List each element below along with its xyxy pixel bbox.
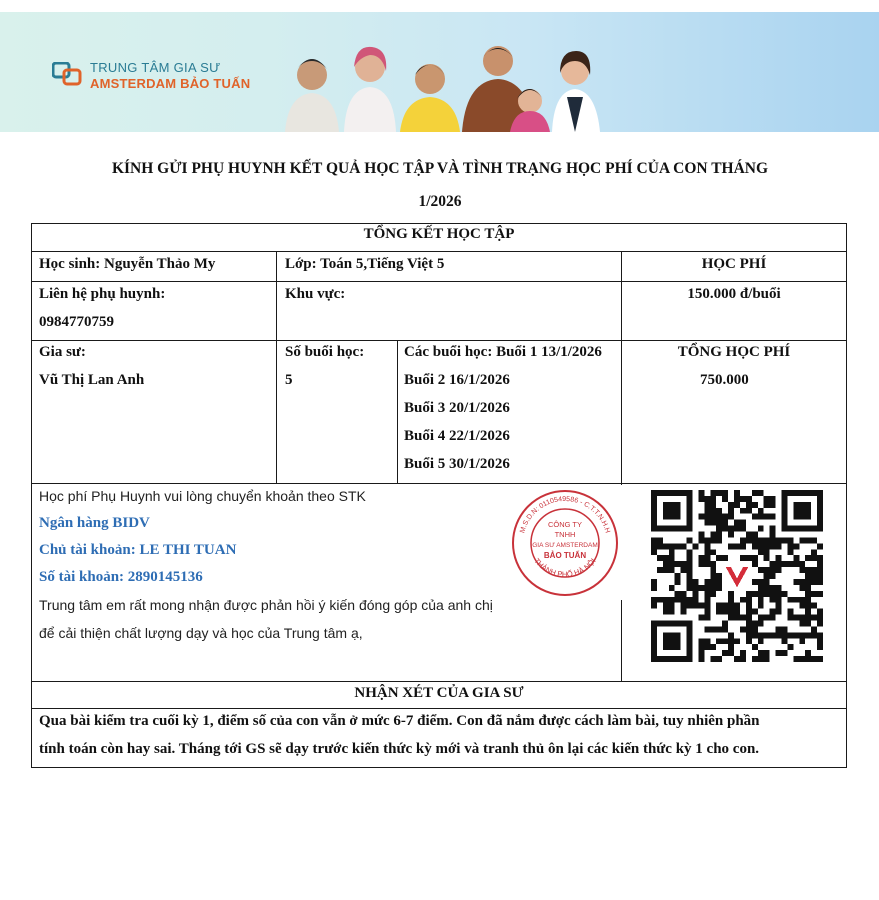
tutor-label: Gia sư: bbox=[39, 344, 86, 360]
report-table bbox=[31, 223, 847, 768]
banner-people-photo bbox=[270, 37, 610, 132]
bank-name: Ngân hàng BIDV bbox=[39, 515, 150, 531]
sessions-count: 5 bbox=[285, 372, 293, 388]
session-item: Buổi 3 20/1/2026 bbox=[404, 400, 510, 416]
svg-text:GIA SƯ AMSTERDAM: GIA SƯ AMSTERDAM bbox=[532, 542, 598, 549]
brand-name-line1: TRUNG TÂM GIA SƯ bbox=[90, 60, 221, 75]
svg-text:THÀNH PHỐ HÀ NỘI: THÀNH PHỐ HÀ NỘI bbox=[532, 556, 598, 579]
center-logo-icon bbox=[52, 62, 82, 86]
feedback-request-line1: Trung tâm em rất mong nhận được phản hồi ý kiến đóng góp của anh chị bbox=[39, 597, 493, 613]
parent-phone: 0984770759 bbox=[39, 314, 114, 330]
tutor-review-header: NHẬN XÉT CỦA GIA SƯ bbox=[354, 685, 524, 701]
class-subjects: Lớp: Toán 5,Tiếng Việt 5 bbox=[285, 256, 445, 272]
sessions-count-label: Số buổi học: bbox=[285, 344, 365, 360]
svg-text:TNHH: TNHH bbox=[554, 530, 576, 539]
payment-instruction: Học phí Phụ Huynh vui lòng chuyển khoản theo STK bbox=[39, 488, 366, 504]
report-title-month: 1/2026 bbox=[418, 193, 462, 210]
student-name: Học sinh: Nguyễn Thảo My bbox=[39, 256, 216, 272]
session-item: Buổi 4 22/1/2026 bbox=[404, 428, 510, 444]
svg-text:M.S.D.N: 0110549586 - C.T.T.N.: M.S.D.N: 0110549586 - C.T.T.N.H.H bbox=[519, 495, 611, 534]
session-item: Buổi 2 16/1/2026 bbox=[404, 372, 510, 388]
svg-text:BẢO TUẤN: BẢO TUẤN bbox=[543, 551, 587, 560]
brand-name-line2: AMSTERDAM BẢO TUẤN bbox=[90, 76, 251, 91]
summary-header: TỔNG KẾT HỌC TẬP bbox=[363, 226, 515, 242]
account-number: Số tài khoản: 2890145136 bbox=[39, 569, 203, 585]
tutor-name: Vũ Thị Lan Anh bbox=[39, 372, 145, 388]
session-item: Các buổi học: Buổi 1 13/1/2026 bbox=[404, 344, 602, 360]
area-label: Khu vực: bbox=[285, 286, 346, 302]
report-title: KÍNH GỬI PHỤ HUYNH KẾT QUẢ HỌC TẬP VÀ TÌNH TRẠNG HỌC PHÍ CỦA CON THÁNG bbox=[111, 160, 769, 177]
session-item: Buổi 5 30/1/2026 bbox=[404, 456, 510, 472]
tutor-review-line2: tính toán còn hay sai. Tháng tới GS sẽ dạy trước kiến thức kỳ mới và tranh thủ ôn lại các kiến thức kỳ 1 cho con. bbox=[39, 741, 760, 757]
total-fee-value: 750.000 bbox=[700, 372, 749, 388]
payment-qr-code bbox=[651, 490, 823, 662]
svg-text:CÔNG TY: CÔNG TY bbox=[547, 520, 583, 529]
account-holder: Chủ tài khoản: LE THI TUAN bbox=[39, 542, 237, 558]
tutor-review-line1: Qua bài kiểm tra cuối kỳ 1, điểm số của con vẫn ở mức 6-7 điểm. Con đã nắm được cách làm bài, tuy nhiên phần bbox=[39, 713, 760, 729]
feedback-request-line2: để cải thiện chất lượng dạy và học của Trung tâm ạ, bbox=[39, 625, 363, 641]
fee-per-session: 150.000 đ/buổi bbox=[687, 286, 781, 302]
total-fee-label: TỔNG HỌC PHÍ bbox=[677, 344, 791, 360]
parent-contact-label: Liên hệ phụ huynh: bbox=[39, 286, 166, 302]
company-stamp-seal bbox=[505, 485, 625, 600]
header-banner bbox=[0, 12, 879, 132]
fee-header: HỌC PHÍ bbox=[701, 256, 767, 272]
